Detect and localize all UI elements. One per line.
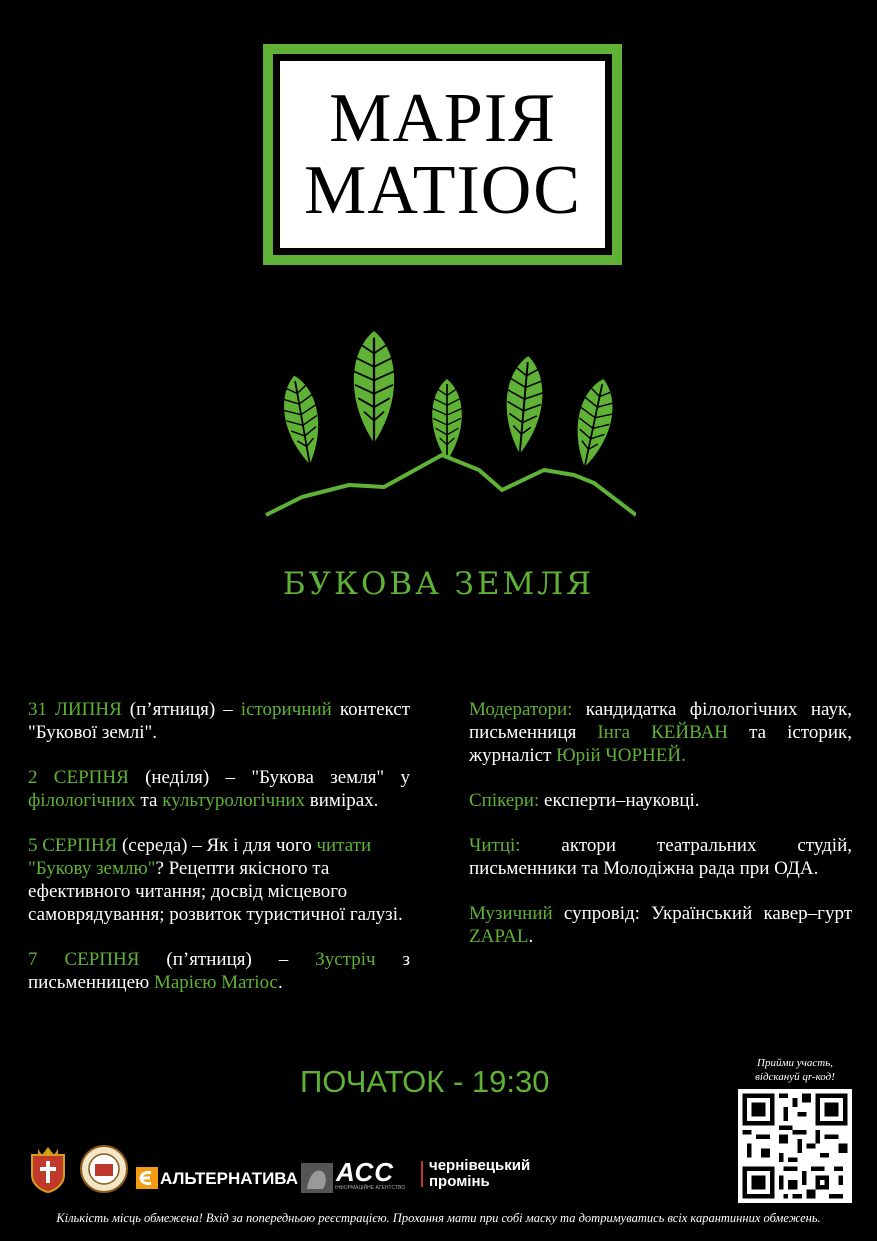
music-band: ZAPAL bbox=[469, 926, 529, 947]
music-text: супровід: Український кавер–гурт bbox=[552, 903, 852, 924]
text-3: ? Рецепти якісного та ефективного читання; досвід місцевого самоврядування; розвиток туристичної галузі. bbox=[28, 858, 403, 925]
text-2b: вимірах. bbox=[305, 790, 379, 811]
highlight-4b: Марією Матіос bbox=[153, 972, 278, 993]
title-line-1: МАРІЯ bbox=[329, 79, 556, 157]
readers bbox=[469, 834, 852, 880]
alternativa-e-icon bbox=[136, 1167, 158, 1189]
readers-label: Читці: bbox=[469, 835, 521, 856]
moderator-name-1: Інга КЕЙВАН bbox=[597, 722, 729, 743]
moderators-text-1: кандидатка філологічних наук, письменниця bbox=[469, 699, 852, 743]
moderators bbox=[469, 698, 852, 767]
speakers-text: експерти–науковці. bbox=[539, 790, 700, 811]
qr-caption-line-1: Прийми участь, bbox=[757, 1057, 833, 1069]
highlight-1: історичний bbox=[240, 699, 332, 720]
moderators-label: Модератори: bbox=[469, 699, 573, 720]
moderator-name-2: Юрій ЧОРНЕЙ. bbox=[556, 745, 686, 766]
mountain-line bbox=[266, 455, 636, 515]
title-box bbox=[273, 54, 612, 255]
start-time: ПОЧАТОК - 19:30 bbox=[300, 1064, 550, 1099]
schedule-item-2 bbox=[28, 766, 410, 812]
music-label: Музичний bbox=[469, 903, 553, 924]
leaf-3-icon bbox=[432, 379, 462, 466]
title-line-2: МАТІОС bbox=[304, 151, 581, 229]
readers-text: актори театральних студій, письменники та Молодіжна рада при ОДА. bbox=[469, 835, 852, 879]
day-2: (неділя) – "Букова земля" у bbox=[128, 767, 410, 788]
footer-note: Кількість місць обмежена! Вхід за попередньою реєстрацією. Прохання мати при собі маску та дотримуватись всіх карантинних обмежень. bbox=[56, 1211, 821, 1225]
highlight-4a: Зустріч bbox=[315, 949, 376, 970]
schedule-item-1 bbox=[28, 698, 410, 744]
library-seal-logo bbox=[80, 1145, 128, 1193]
text-4b: . bbox=[277, 972, 283, 993]
beech-leaves-emblem bbox=[264, 325, 636, 520]
schedule-column bbox=[28, 698, 410, 1016]
date-1: 31 ЛИПНЯ bbox=[28, 699, 122, 720]
leaf-1-icon bbox=[278, 373, 327, 473]
day-3: (середа) – Як і для чого bbox=[117, 835, 317, 856]
music-end: . bbox=[528, 926, 534, 947]
qr-caption-line-2: відскануй qr-код! bbox=[755, 1071, 835, 1083]
qr-caption bbox=[735, 1056, 855, 1084]
acc-emblem-icon bbox=[301, 1163, 333, 1193]
date-4: 7 СЕРПНЯ bbox=[28, 949, 140, 970]
date-2: 2 СЕРПНЯ bbox=[28, 767, 129, 788]
date-3: 5 СЕРПНЯ bbox=[28, 835, 118, 856]
text-1: контекст "Букової землі". bbox=[28, 699, 410, 743]
text-4a: з письменницею bbox=[28, 949, 411, 993]
schedule-item-4 bbox=[28, 948, 410, 994]
highlight-3: читати "Букову землю" bbox=[28, 835, 372, 879]
promin-logo-line-2: промінь bbox=[429, 1173, 490, 1190]
highlight-2a: філологічних bbox=[28, 790, 136, 811]
leaf-5-icon bbox=[568, 376, 620, 476]
schedule-item-3 bbox=[28, 834, 410, 926]
day-4: (п’ятниця) – bbox=[139, 949, 316, 970]
title-frame bbox=[263, 44, 622, 265]
acc-logo: АСС bbox=[336, 1157, 395, 1187]
coat-of-arms-logo bbox=[26, 1145, 70, 1193]
alternativa-logo: АЛЬТЕРНАТИВА bbox=[160, 1169, 298, 1188]
leaf-2-icon bbox=[354, 331, 394, 450]
speakers-label: Спікери: bbox=[469, 790, 540, 811]
qr-code[interactable] bbox=[738, 1089, 852, 1203]
leaf-4-icon bbox=[502, 355, 546, 462]
day-1: (п’ятниця) – bbox=[121, 699, 241, 720]
info-column bbox=[469, 698, 852, 970]
acc-subtitle: ІНФОРМАЦІЙНЕ АГЕНТСТВО bbox=[335, 1185, 406, 1191]
highlight-2b: культурологічних bbox=[162, 790, 306, 811]
promin-logo-line-1: чернівецький bbox=[429, 1157, 531, 1174]
subtitle: БУКОВА ЗЕМЛЯ bbox=[282, 566, 595, 602]
music bbox=[469, 902, 852, 948]
speakers bbox=[469, 789, 852, 812]
logo-divider bbox=[421, 1161, 423, 1187]
partner-logos bbox=[26, 1145, 566, 1195]
moderators-text-2: та історик, журналіст bbox=[469, 722, 852, 766]
text-2a: та bbox=[135, 790, 163, 811]
